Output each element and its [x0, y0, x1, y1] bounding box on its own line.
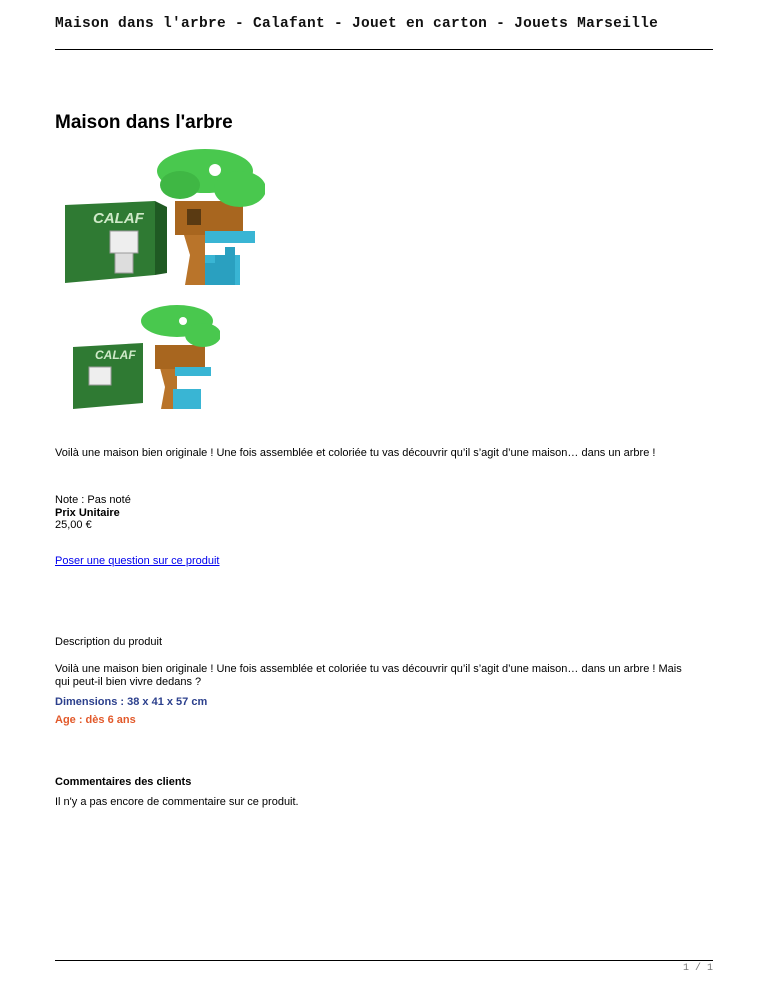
- header-divider: [55, 49, 713, 50]
- product-dimensions: Dimensions : 38 x 41 x 57 cm: [55, 696, 208, 708]
- reviews-empty-message: Il n'y a pas encore de commentaire sur ce produit.: [55, 796, 299, 808]
- tree-house-illustration-small: [141, 305, 220, 409]
- description-text: Voilà une maison bien originale ! Une fois assemblée et coloriée tu vas découvrir qu’il s’agit d’une maison… dans un arbre ! Mais qui peut-il bien vivre dedans ?: [55, 663, 682, 688]
- product-title: Maison dans l'arbre: [55, 112, 233, 133]
- product-box-illustration: [65, 201, 167, 283]
- product-intro: Voilà une maison bien originale ! Une fois assemblée et coloriée tu vas découvrir qu’il s’agit d’une maison… dans un arbre !: [55, 447, 656, 459]
- footer-divider: [55, 960, 713, 961]
- page-number: 1 / 1: [682, 963, 713, 974]
- description-title: Description du produit: [55, 636, 163, 648]
- product-image-main: [55, 145, 265, 295]
- product-rating: Note : Pas noté: [55, 494, 131, 506]
- reviews-title: Commentaires des clients: [55, 776, 192, 788]
- ask-question-link[interactable]: Poser une question sur ce produit: [55, 555, 220, 567]
- product-price: 25,00 €: [55, 519, 92, 531]
- page-header-title: Maison dans l'arbre - Calafant - Jouet en carton - Jouets Marseille: [55, 16, 659, 32]
- price-label: Prix Unitaire: [55, 507, 120, 519]
- product-age: Age : dès 6 ans: [55, 714, 136, 726]
- svg-text:CALAF: CALAF: [95, 348, 136, 362]
- product-image-secondary: [55, 303, 220, 415]
- svg-text:CALAF: CALAF: [93, 210, 144, 227]
- product-box-illustration-small: [73, 343, 143, 409]
- tree-house-illustration: [157, 149, 265, 285]
